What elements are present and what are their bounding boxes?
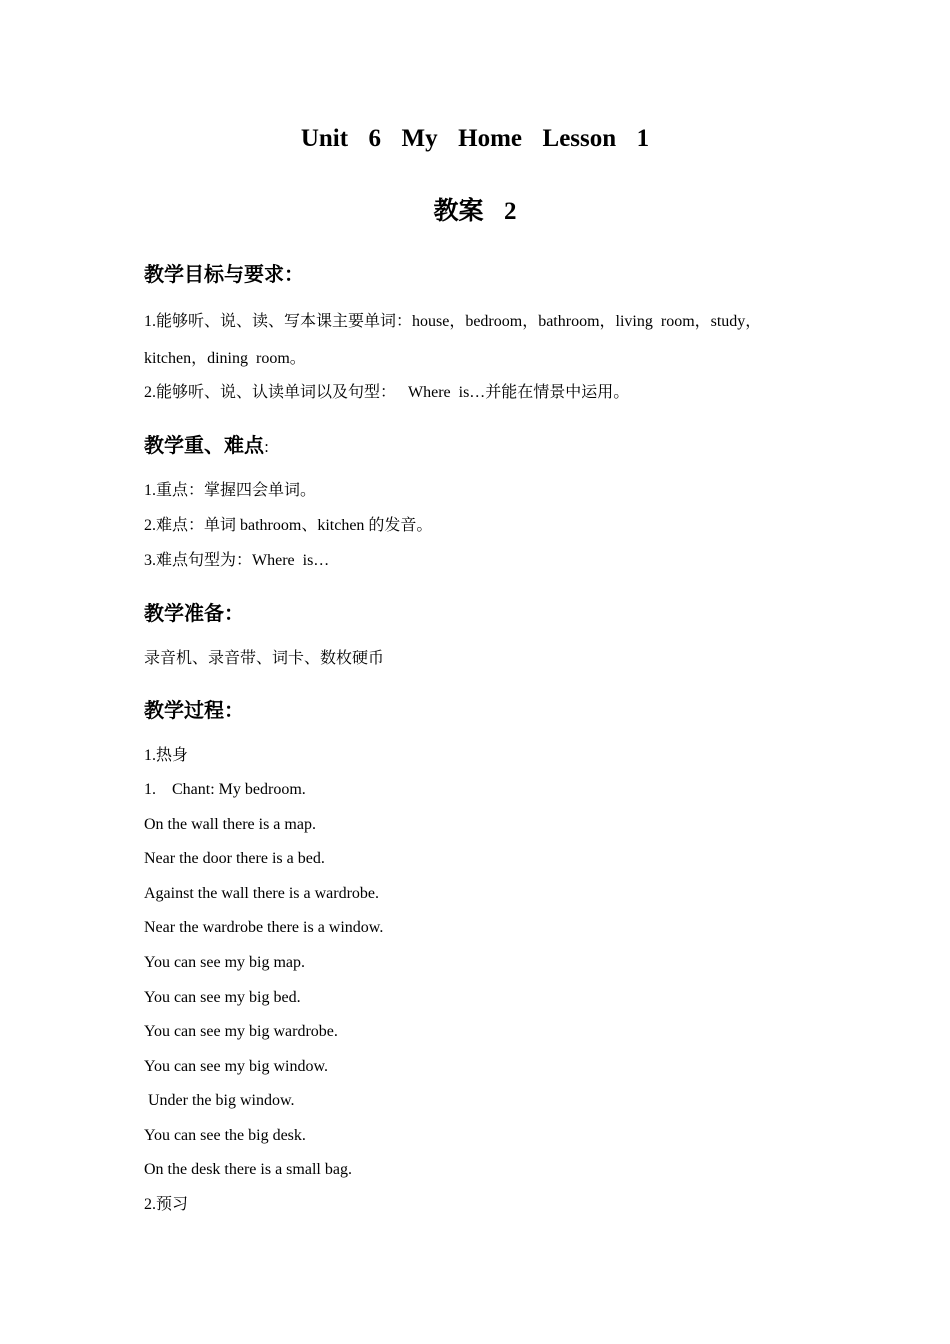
process-line-3: On the wall there is a map. <box>144 816 316 833</box>
preparation-heading: 教学准备： <box>144 601 244 625</box>
process-line-13: On the desk there is a small bag. <box>144 1161 352 1178</box>
process-heading: 教学过程： <box>144 698 244 722</box>
key-points-line-3: 3.难点句型为：Where is… <box>144 552 330 569</box>
process-line-14: 2.预习 <box>144 1196 189 1213</box>
process-line-11: Under the big window. <box>144 1092 295 1109</box>
key-points-heading <box>144 429 269 458</box>
document-title: Unit 6 My Home Lesson 1 <box>300 125 650 152</box>
process-line-7: You can see my big map. <box>144 954 306 971</box>
objectives-line-1: 1.能够听、说、读、写本课主要单词：house，bedroom，bathroom，living room，study， <box>144 313 762 330</box>
process-line-1: 1.热身 <box>144 747 189 764</box>
document-subtitle: 教案 2 <box>433 198 517 225</box>
process-line-12: You can see the big desk. <box>144 1127 306 1144</box>
preparation-line-1: 录音机、录音带、词卡、数枚硬币 <box>144 650 385 667</box>
process-line-6: Near the wardrobe there is a window. <box>144 919 384 936</box>
process-line-8: You can see my big bed. <box>144 989 301 1006</box>
key-points-line-2: 2.难点：单词 bathroom、kitchen 的发音。 <box>144 517 433 534</box>
process-line-10: You can see my big window. <box>144 1058 328 1075</box>
key-points-line-1: 1.重点：掌握四会单词。 <box>144 482 317 499</box>
objectives-heading: 教学目标与要求： <box>144 262 304 286</box>
process-line-2: 1. Chant: My bedroom. <box>144 781 306 798</box>
objectives-line-2: kitchen，dining room。 <box>144 350 306 367</box>
process-line-5: Against the wall there is a wardrobe. <box>144 885 380 902</box>
process-line-9: You can see my big wardrobe. <box>144 1023 338 1040</box>
process-line-4: Near the door there is a bed. <box>144 850 325 867</box>
key-points-heading-suffix: : <box>264 438 270 456</box>
objectives-line-3: 2.能够听、说、认读单词以及句型： Where is…并能在情景中运用。 <box>144 384 630 401</box>
key-points-heading-text: 教学重、难点 <box>144 433 264 457</box>
